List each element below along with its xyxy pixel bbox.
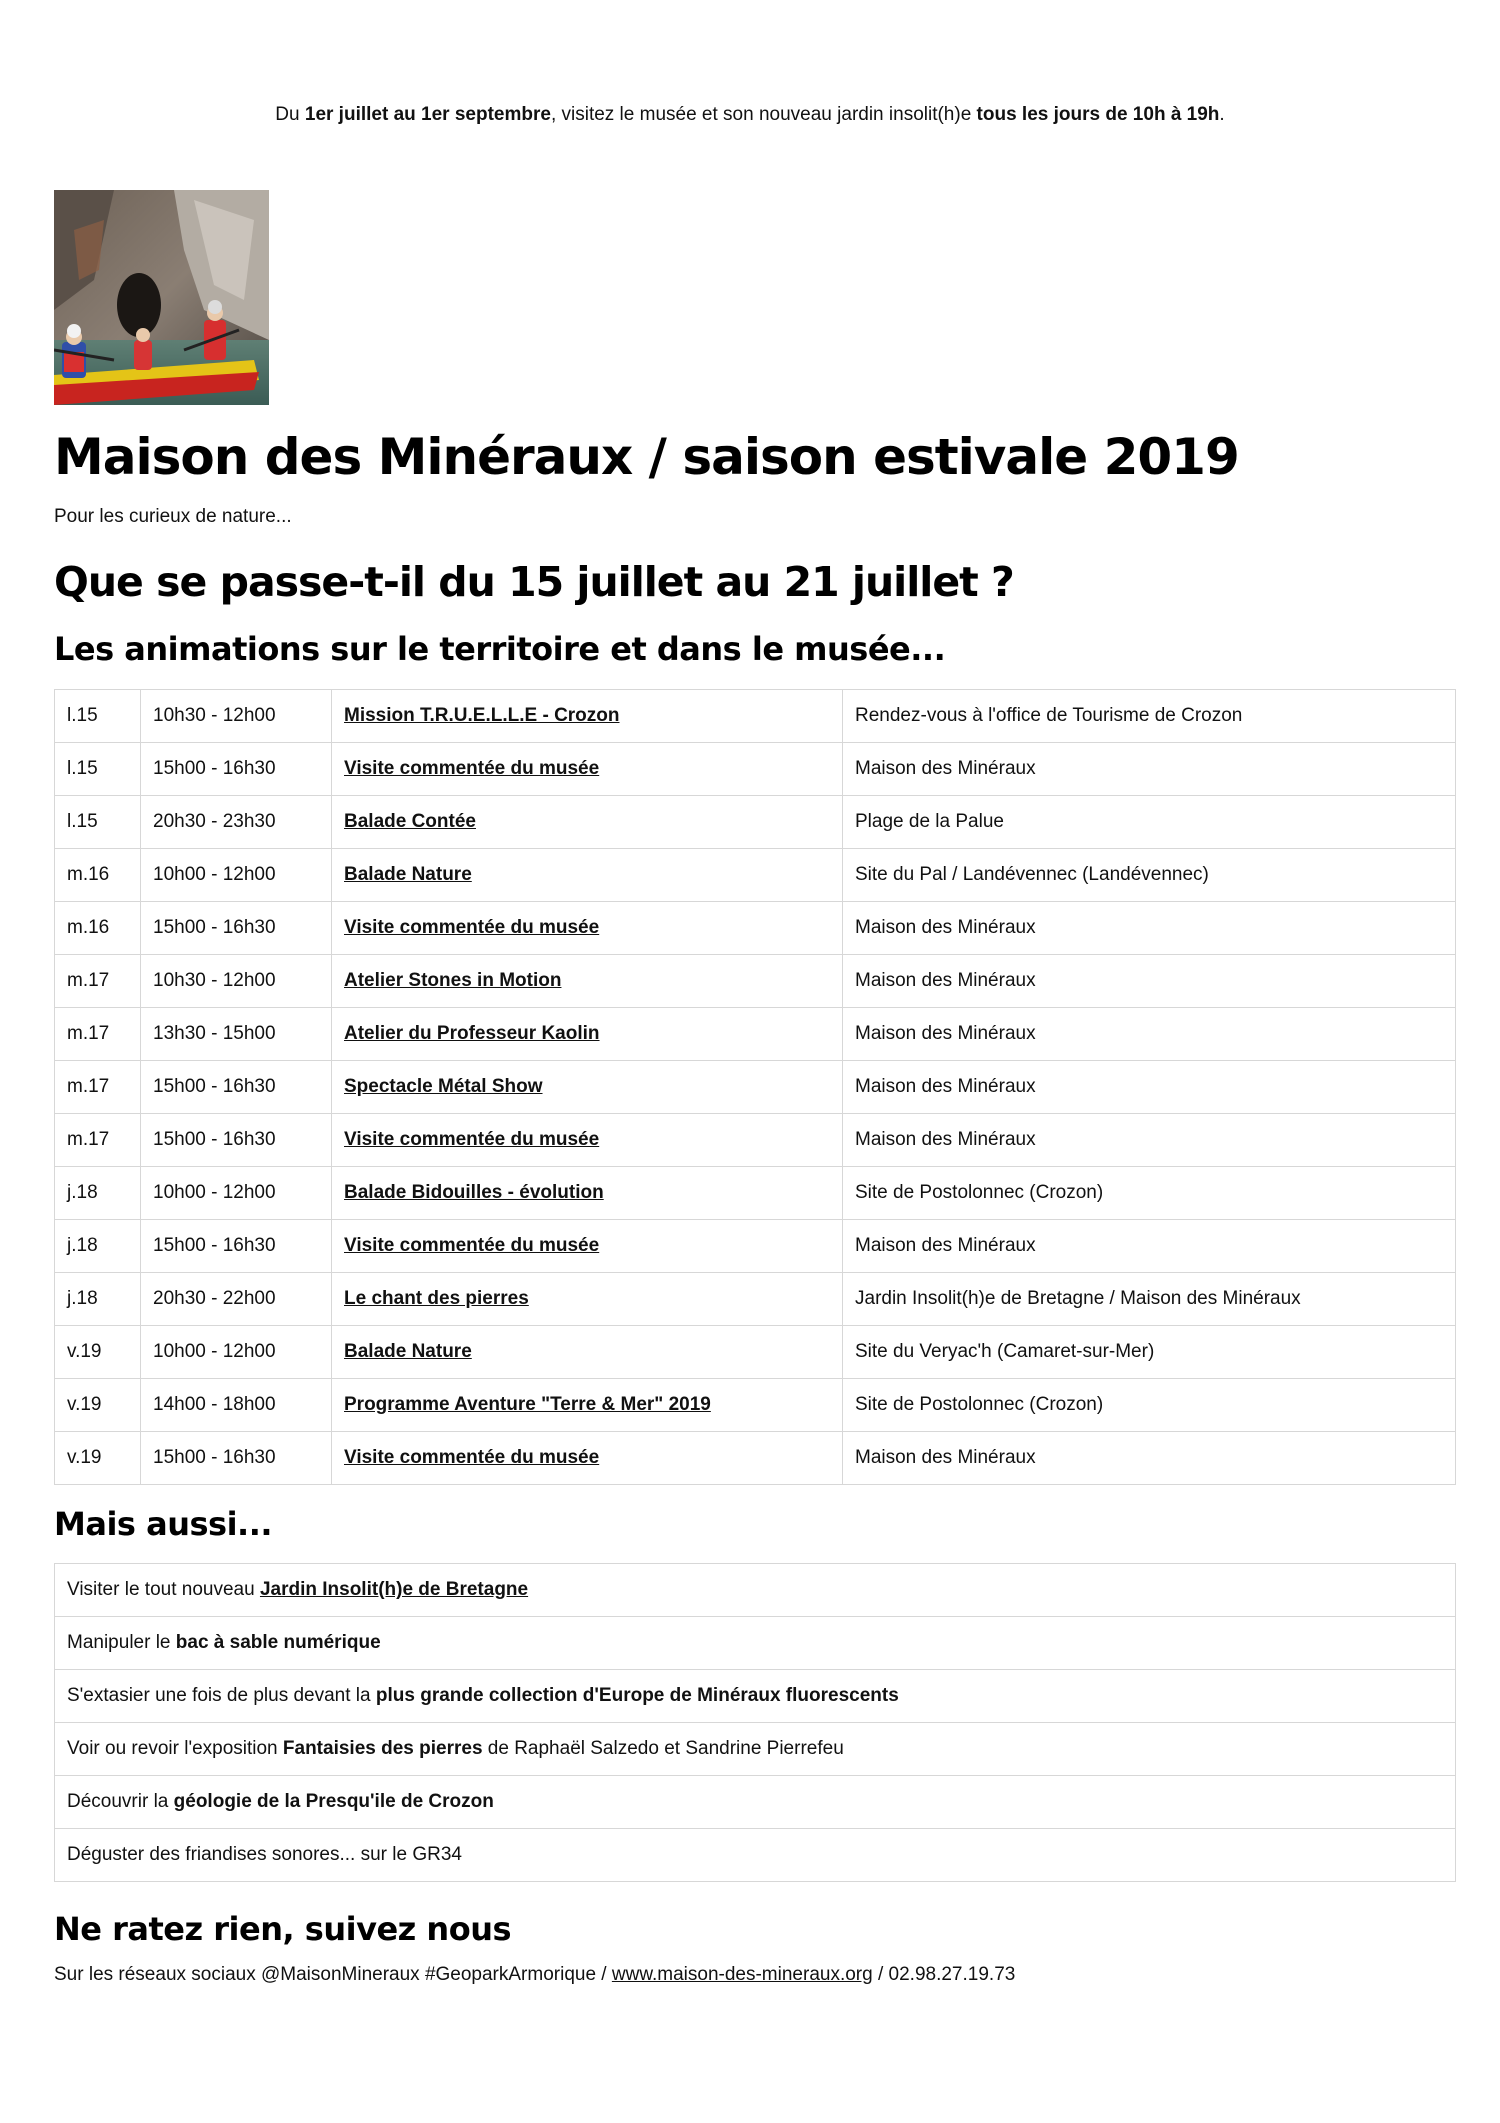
event-time: 15h00 - 16h30: [141, 1114, 332, 1167]
event-row: [55, 1220, 1456, 1273]
events-heading: Les animations sur le territoire et dans le musée...: [54, 630, 946, 668]
event-time: 20h30 - 22h00: [141, 1273, 332, 1326]
extra-item: [55, 1776, 1456, 1829]
event-title-cell: [332, 1061, 843, 1114]
event-day: v.19: [55, 1379, 141, 1432]
event-place: Maison des Minéraux: [843, 743, 1456, 796]
event-place: Site du Veryac'h (Camaret-sur-Mer): [843, 1326, 1456, 1379]
event-title-link[interactable]: Balade Nature: [344, 864, 472, 885]
event-title-cell: [332, 743, 843, 796]
events-table: [54, 689, 1456, 1485]
extra-row: [55, 1670, 1456, 1723]
extra-text: Déguster des friandises sonores... sur le GR34: [67, 1844, 462, 1865]
intro-hours: tous les jours de 10h à 19h: [976, 104, 1220, 125]
event-title-link[interactable]: Visite commentée du musée: [344, 917, 600, 938]
event-title-link[interactable]: Programme Aventure "Terre & Mer" 2019: [344, 1394, 711, 1415]
event-day: j.18: [55, 1167, 141, 1220]
event-day: m.17: [55, 1008, 141, 1061]
event-row: [55, 1061, 1456, 1114]
extra-item: [55, 1670, 1456, 1723]
event-title-link[interactable]: Mission T.R.U.E.L.L.E - Crozon: [344, 705, 620, 726]
event-title-link[interactable]: Visite commentée du musée: [344, 1235, 600, 1256]
extras-table-body: [55, 1564, 1456, 1882]
event-row: [55, 1008, 1456, 1061]
event-day: j.18: [55, 1220, 141, 1273]
event-place: Maison des Minéraux: [843, 902, 1456, 955]
intro-text-1: Du: [275, 104, 305, 125]
event-title-cell: [332, 1432, 843, 1485]
event-title-link[interactable]: Atelier Stones in Motion: [344, 970, 562, 991]
event-row: [55, 1273, 1456, 1326]
extra-item: [55, 1723, 1456, 1776]
event-time: 10h30 - 12h00: [141, 690, 332, 743]
event-time: 15h00 - 16h30: [141, 1432, 332, 1485]
event-day: v.19: [55, 1432, 141, 1485]
event-time: 15h00 - 16h30: [141, 1061, 332, 1114]
extra-highlight: plus grande collection d'Europe de Minéraux fluorescents: [375, 1685, 899, 1706]
event-day: m.16: [55, 849, 141, 902]
event-row: [55, 1167, 1456, 1220]
event-title-link[interactable]: Visite commentée du musée: [344, 758, 600, 779]
event-place: Site de Postolonnec (Crozon): [843, 1379, 1456, 1432]
extra-row: [55, 1776, 1456, 1829]
extra-text-after: de Raphaël Salzedo et Sandrine Pierrefeu: [482, 1738, 844, 1759]
event-day: m.16: [55, 902, 141, 955]
event-place: Plage de la Palue: [843, 796, 1456, 849]
event-time: 20h30 - 23h30: [141, 796, 332, 849]
intro-text-2: , visitez le musée et son nouveau jardin insolit(h)e: [550, 104, 977, 125]
extra-link[interactable]: Jardin Insolit(h)e de Bretagne: [259, 1579, 529, 1600]
extra-text: Découvrir la: [67, 1791, 174, 1812]
extra-text: Visiter le tout nouveau: [67, 1579, 260, 1600]
extra-row: [55, 1829, 1456, 1882]
kayak-photo: [54, 190, 269, 405]
extra-highlight: bac à sable numérique: [175, 1632, 381, 1653]
footer-phone: / 02.98.27.19.73: [872, 1964, 1016, 1985]
event-place: Maison des Minéraux: [843, 1432, 1456, 1485]
event-title-cell: [332, 902, 843, 955]
event-title-cell: [332, 1008, 843, 1061]
event-day: m.17: [55, 1114, 141, 1167]
event-row: [55, 743, 1456, 796]
extra-item: [55, 1617, 1456, 1670]
page-subtitle: Pour les curieux de nature...: [54, 506, 292, 527]
event-place: Maison des Minéraux: [843, 955, 1456, 1008]
event-row: [55, 1326, 1456, 1379]
event-day: l.15: [55, 743, 141, 796]
event-title-cell: [332, 690, 843, 743]
event-title-cell: [332, 1167, 843, 1220]
event-place: Maison des Minéraux: [843, 1008, 1456, 1061]
event-title-cell: [332, 1379, 843, 1432]
event-title-link[interactable]: Spectacle Métal Show: [344, 1076, 543, 1097]
extra-item: [55, 1564, 1456, 1617]
follow-heading: Ne ratez rien, suivez nous: [54, 1910, 512, 1948]
website-link[interactable]: www.maison-des-mineraux.org: [611, 1964, 873, 1985]
event-title-cell: [332, 1114, 843, 1167]
event-time: 14h00 - 18h00: [141, 1379, 332, 1432]
event-title-cell: [332, 955, 843, 1008]
event-title-link[interactable]: Balade Bidouilles - évolution: [344, 1182, 604, 1203]
extra-row: [55, 1723, 1456, 1776]
intro-dates: 1er juillet au 1er septembre: [304, 104, 551, 125]
event-title-link[interactable]: Balade Contée: [344, 811, 476, 832]
event-title-link[interactable]: Le chant des pierres: [344, 1288, 529, 1309]
event-day: j.18: [55, 1273, 141, 1326]
event-time: 10h00 - 12h00: [141, 849, 332, 902]
event-place: Maison des Minéraux: [843, 1061, 1456, 1114]
intro-note: [0, 104, 1500, 126]
extras-table: [54, 1563, 1456, 1882]
event-row: [55, 1379, 1456, 1432]
extras-heading: Mais aussi...: [54, 1505, 272, 1543]
event-time: 15h00 - 16h30: [141, 743, 332, 796]
event-title-cell: [332, 1326, 843, 1379]
footer-social-text: Sur les réseaux sociaux @MaisonMineraux #GeoparkArmorique /: [54, 1964, 612, 1985]
event-title-link[interactable]: Visite commentée du musée: [344, 1129, 600, 1150]
event-title-cell: [332, 796, 843, 849]
event-day: l.15: [55, 796, 141, 849]
event-place: Site de Postolonnec (Crozon): [843, 1167, 1456, 1220]
event-place: Jardin Insolit(h)e de Bretagne / Maison des Minéraux: [843, 1273, 1456, 1326]
event-row: [55, 955, 1456, 1008]
extra-row: [55, 1564, 1456, 1617]
event-time: 15h00 - 16h30: [141, 902, 332, 955]
footer-contact: [54, 1964, 1015, 1986]
event-place: Site du Pal / Landévennec (Landévennec): [843, 849, 1456, 902]
extra-highlight: Fantaisies des pierres: [282, 1738, 483, 1759]
event-title-link[interactable]: Atelier du Professeur Kaolin: [344, 1023, 600, 1044]
event-place: Maison des Minéraux: [843, 1220, 1456, 1273]
event-time: 10h30 - 12h00: [141, 955, 332, 1008]
event-day: m.17: [55, 1061, 141, 1114]
event-row: [55, 902, 1456, 955]
extra-row: [55, 1617, 1456, 1670]
event-day: m.17: [55, 955, 141, 1008]
event-title-link[interactable]: Visite commentée du musée: [344, 1447, 600, 1468]
event-title-cell: [332, 1273, 843, 1326]
event-row: [55, 849, 1456, 902]
event-time: 13h30 - 15h00: [141, 1008, 332, 1061]
event-place: Rendez-vous à l'office de Tourisme de Crozon: [843, 690, 1456, 743]
week-heading: Que se passe-t-il du 15 juillet au 21 juillet ?: [54, 558, 1014, 606]
extra-text: Voir ou revoir l'exposition: [67, 1738, 283, 1759]
extra-text: Manipuler le: [67, 1632, 176, 1653]
event-title-link[interactable]: Balade Nature: [344, 1341, 472, 1362]
event-row: [55, 796, 1456, 849]
event-place: Maison des Minéraux: [843, 1114, 1456, 1167]
extra-text: S'extasier une fois de plus devant la: [67, 1685, 376, 1706]
event-time: 10h00 - 12h00: [141, 1167, 332, 1220]
intro-text-3: .: [1219, 104, 1225, 125]
event-day: v.19: [55, 1326, 141, 1379]
event-time: 10h00 - 12h00: [141, 1326, 332, 1379]
events-table-body: [55, 690, 1456, 1485]
event-row: [55, 1432, 1456, 1485]
extra-item: [55, 1829, 1456, 1882]
event-title-cell: [332, 1220, 843, 1273]
page-title: Maison des Minéraux / saison estivale 2019: [54, 428, 1239, 486]
event-row: [55, 690, 1456, 743]
event-time: 15h00 - 16h30: [141, 1220, 332, 1273]
event-title-cell: [332, 849, 843, 902]
extra-highlight: géologie de la Presqu'ile de Crozon: [173, 1791, 494, 1812]
event-row: [55, 1114, 1456, 1167]
event-day: l.15: [55, 690, 141, 743]
